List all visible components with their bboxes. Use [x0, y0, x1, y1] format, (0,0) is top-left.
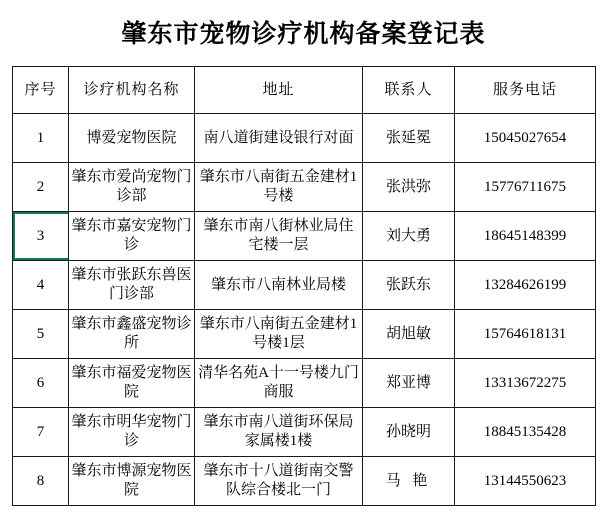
cell-index: 5	[13, 310, 69, 359]
cell-address: 肇东市八南林业局楼	[195, 261, 363, 310]
cell-clinic-name: 肇东市明华宠物门诊	[69, 408, 195, 457]
cell-index: 7	[13, 408, 69, 457]
cell-phone: 15776711675	[455, 163, 596, 212]
cell-contact-person: 孙晓明	[363, 408, 455, 457]
table-row	[13, 310, 596, 359]
cell-phone: 13144550623	[455, 457, 596, 506]
column-header-contact: 联系人	[363, 67, 455, 114]
cell-index: 4	[13, 261, 69, 310]
table-row	[13, 212, 596, 261]
column-header-index: 序号	[13, 67, 69, 114]
cell-clinic-name: 肇东市博源宠物医院	[69, 457, 195, 506]
cell-address: 肇东市八南街五金建材1号楼	[195, 163, 363, 212]
cell-contact-person: 张跃东	[363, 261, 455, 310]
cell-clinic-name: 肇东市嘉安宠物门诊	[69, 212, 195, 261]
table-row	[13, 114, 596, 163]
table-row	[13, 359, 596, 408]
page-title: 肇东市宠物诊疗机构备案登记表	[121, 21, 486, 48]
cell-contact-person: 张洪弥	[363, 163, 455, 212]
cell-contact-person: 刘大勇	[363, 212, 455, 261]
table-header-row	[13, 67, 596, 114]
cell-index: 8	[13, 457, 69, 506]
table-row	[13, 163, 596, 212]
cell-contact-person: 郑亚博	[363, 359, 455, 408]
cell-index: 3	[13, 212, 69, 261]
cell-address: 肇东市八南街五金建材1号楼1层	[195, 310, 363, 359]
cell-clinic-name: 肇东市福爱宠物医院	[69, 359, 195, 408]
registration-table	[12, 66, 596, 506]
cell-address: 南八道街建设银行对面	[195, 114, 363, 163]
cell-phone: 15764618131	[455, 310, 596, 359]
table-row	[13, 261, 596, 310]
cell-contact-person: 张延冕	[363, 114, 455, 163]
column-header-address: 地址	[195, 67, 363, 114]
table-body	[13, 114, 596, 506]
cell-address: 肇东市南八街林业局住宅楼一层	[195, 212, 363, 261]
cell-clinic-name: 肇东市鑫盛宠物诊所	[69, 310, 195, 359]
cell-address: 清华名苑A十一号楼九门商服	[195, 359, 363, 408]
cell-clinic-name: 肇东市张跃东兽医门诊部	[69, 261, 195, 310]
cell-index: 6	[13, 359, 69, 408]
cell-phone: 18645148399	[455, 212, 596, 261]
cell-phone: 13284626199	[455, 261, 596, 310]
cell-phone: 18845135428	[455, 408, 596, 457]
cell-phone: 15045027654	[455, 114, 596, 163]
table-row	[13, 457, 596, 506]
column-header-name: 诊疗机构名称	[69, 67, 195, 114]
table-row	[13, 408, 596, 457]
cell-address: 肇东市南八道街环保局家属楼1楼	[195, 408, 363, 457]
cell-contact-person: 胡旭敏	[363, 310, 455, 359]
cell-index: 2	[13, 163, 69, 212]
cell-clinic-name: 肇东市爱尚宠物门诊部	[69, 163, 195, 212]
table-header	[13, 67, 596, 114]
cell-index: 1	[13, 114, 69, 163]
table-container	[0, 66, 607, 506]
cell-clinic-name: 博爱宠物医院	[69, 114, 195, 163]
cell-address: 肇东市十八道街南交警队综合楼北一门	[195, 457, 363, 506]
cell-phone: 13313672275	[455, 359, 596, 408]
column-header-phone: 服务电话	[455, 67, 596, 114]
cell-contact-person: 马 艳	[363, 457, 455, 506]
